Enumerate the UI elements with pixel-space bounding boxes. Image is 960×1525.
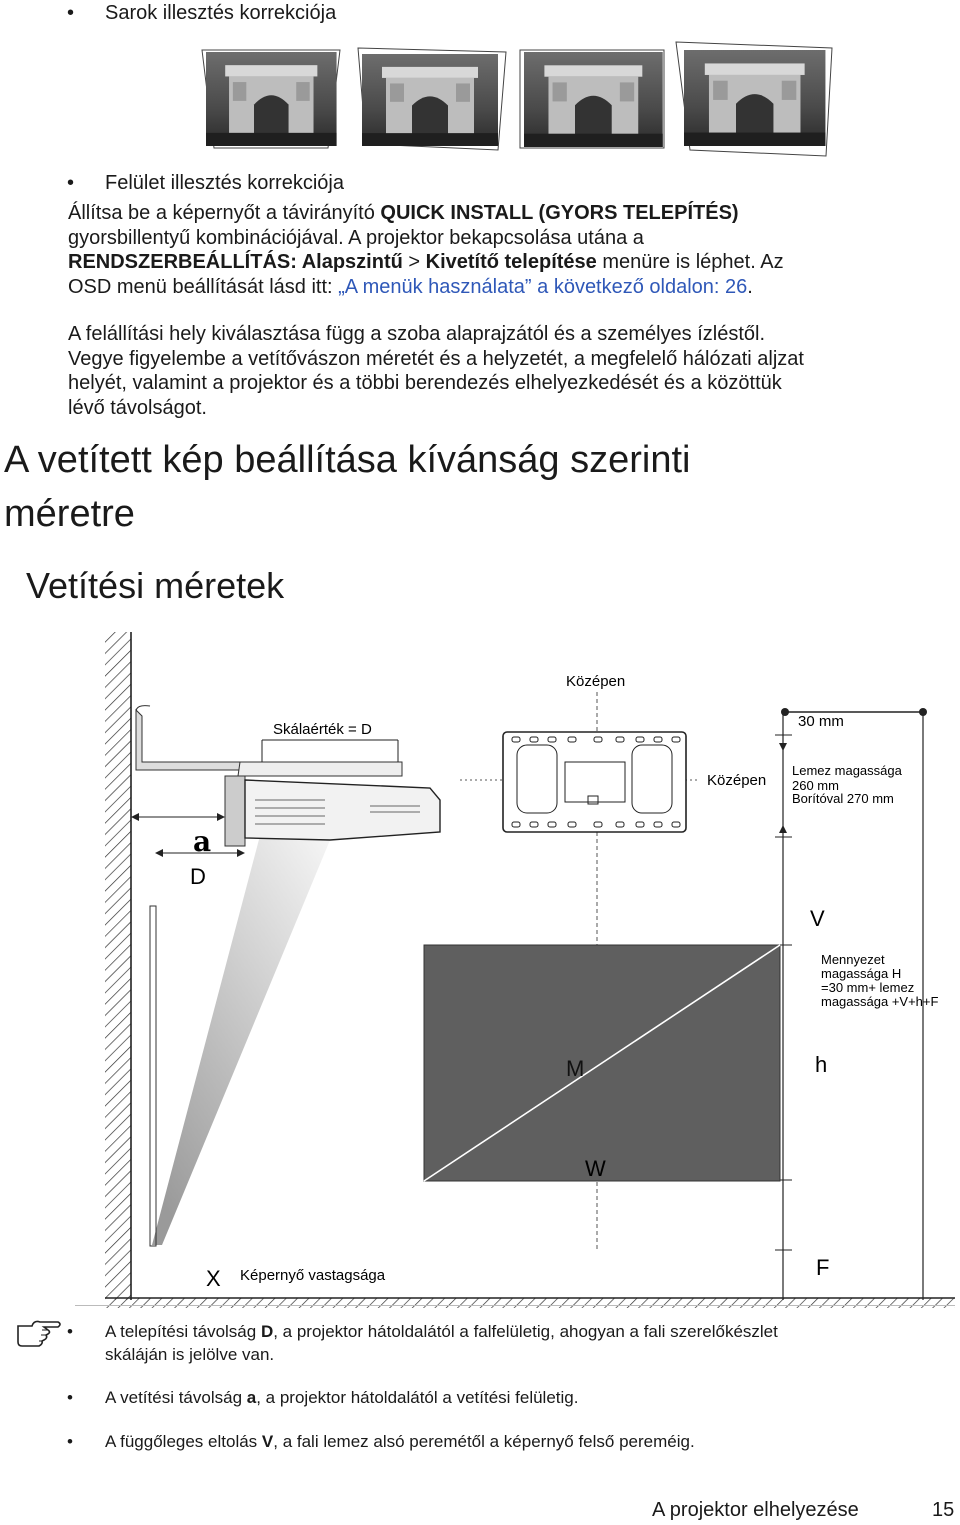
subsection-heading: Vetítési méretek — [26, 565, 285, 606]
image-thumb-2 — [358, 48, 506, 150]
hand-pointing-note-icon — [14, 1316, 62, 1350]
svg-text:magassága +V+h+F: magassága +V+h+F — [821, 994, 939, 1009]
note-install-distance: • A telepítési távolság D, a projektor hátoldalától a falfelületig, ahogyan a fali szerelőkészlet skáláján is jelölve van. — [67, 1322, 778, 1364]
screen-edge — [150, 906, 156, 1246]
note-vertical-offset: • A függőleges eltolás V, a fali lemez alsó peremétől a képernyő felső pereméig. — [67, 1432, 695, 1451]
label-W: W — [585, 1156, 606, 1181]
wall-hatch — [105, 632, 131, 1300]
label-30mm: 30 mm — [798, 713, 844, 730]
label-screen-thickness: Képernyő vastagsága — [240, 1267, 386, 1284]
wall-plate — [503, 732, 686, 832]
svg-text:=30 mm+ lemez: =30 mm+ lemez — [821, 980, 915, 995]
label-h: h — [815, 1052, 828, 1077]
svg-text:260 mm: 260 mm — [792, 778, 839, 793]
label-M: M — [566, 1056, 585, 1081]
bullet-dot: • — [67, 1388, 73, 1407]
label-scale: Skálaérték = D — [273, 721, 372, 738]
floor-hatch — [105, 1298, 955, 1308]
bullet-dot: • — [67, 1432, 73, 1451]
note-separator — [75, 1305, 955, 1306]
projection-beam — [152, 828, 335, 1245]
label-D: D — [190, 864, 206, 889]
corner-correction-images — [190, 38, 840, 158]
wall-mount — [136, 710, 245, 770]
menu-usage-link[interactable]: „A menük használata” a következő oldalon: 26 — [338, 275, 748, 298]
bullet-dot: • — [67, 1322, 73, 1341]
bullet-dot: • — [67, 2, 75, 24]
label-a: a — [193, 825, 212, 858]
image-thumb-4 — [676, 42, 832, 156]
placement-paragraph: A felállítási hely kiválasztása függ a szoba alaprajzától és a személyes ízléstől. Vegye figyelembe a vetítővászon méretét és a helyzetét, a megfelelő hálózati aljzat helyét, valamint a projektor és a többi berendezés elhelyezkedését és a közöttük lévő távolságot. — [68, 323, 804, 419]
bullet-corner-correction: • Sarok illesztés korrekciója — [67, 2, 337, 24]
section-heading: A vetített kép beállítása kívánság szerinti méretre — [4, 439, 691, 535]
bullet-dot: • — [67, 172, 75, 194]
label-ceiling-height: Mennyezet — [821, 952, 885, 967]
image-thumb-3 — [520, 50, 664, 148]
svg-text:magassága H: magassága H — [821, 966, 902, 981]
projection-diagram — [0, 620, 960, 1310]
label-plate-height: Lemez magassága — [792, 763, 902, 778]
label-F: F — [816, 1255, 830, 1280]
footer-page-number: 15 — [932, 1499, 955, 1521]
svg-text:Borítóval 270 mm: Borítóval 270 mm — [792, 791, 894, 806]
label-X: X — [206, 1266, 221, 1291]
bullet-surface-correction: • Felület illesztés korrekciója — [67, 172, 344, 194]
label-center-top: Középen — [566, 673, 626, 690]
image-thumb-1 — [202, 50, 340, 148]
projector-body — [245, 780, 440, 840]
label-V: V — [810, 906, 825, 931]
note-projection-distance: • A vetítési távolság a, a projektor hátoldalától a vetítési felületig. — [67, 1388, 579, 1407]
footer-section-title: A projektor elhelyezése — [652, 1499, 859, 1521]
surface-paragraph: Állítsa be a képernyőt a távirányító QUICK INSTALL (GYORS TELEPÍTÉS) gyorsbillentyű kombinációjával. A projektor bekapcsolása utána a RENDSZERBEÁLLÍTÁS: Alapszintű > Kivetítő telepítése menüre is léphet. Az OSD menü beállítását lásd itt: „A menük használata” a következő oldalon: 26. — [68, 202, 784, 298]
label-center-right: Középen — [707, 772, 767, 789]
